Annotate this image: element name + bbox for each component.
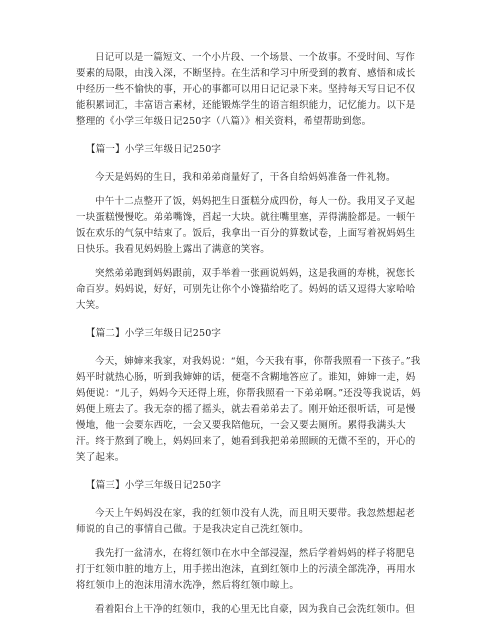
section-heading: 【篇一】小学三年级日记250字 <box>86 144 222 155</box>
top-margin <box>76 0 424 50</box>
section-paragraph: 突然弟弟跑到妈妈跟前，双手举着一张画说妈妈，这是我画的寿桃，祝您长命百岁。妈妈说，好好，可别先让你个小馋猫给吃了。妈妈的话又逗得大家哈哈大笑。 <box>76 268 416 311</box>
section-paragraph: 我先打一盆清水，在将红领巾在水中全部浸湿，然后学着妈妈的样子将肥皂打于红领巾脏的地方上，用手搓出泡沫，直到红领巾上的污渍全部洗净，再用水将红领巾上的泡沫用清水洗净，然后将红领巾晾上。 <box>76 548 416 591</box>
section-heading: 【篇三】小学三年级日记250字 <box>86 480 222 491</box>
intro-paragraph: 日记可以是一篇短文、一个小片段、一个场景、一个故事。不受时间、写作要素的局限，由浅入深，不断坚持。在生活和学习中所受到的教育、感悟和成长中经历一些不愉快的事，开心的事都可以用日记记录下来。坚持每天写日记不仅能积累词汇，丰富语言素材，还能锻炼学生的语言组织能力，记忆能力。以下是整理的《小学三年级日记250字（八篇）》相关资料，希望帮助到您。 <box>76 52 416 127</box>
section-1 <box>76 142 424 314</box>
section-paragraph: 看着阳台上干净的红领巾，我的心里无比自豪，因为我自己会洗红领巾。但 <box>95 604 416 615</box>
article-body <box>76 0 424 626</box>
section-paragraph: 今天上午妈妈没在家，我的红领巾没有人洗，而且明天要带。我忽然想起老师说的自己的事情自己做。于是我决定自己洗红领巾。 <box>76 508 416 535</box>
section-2 <box>76 326 424 466</box>
section-paragraph: 今天，婶婶来我家，对我妈说：“姐，今天我有事，你帮我照看一下孩子。”我妈平时就热心肠，听到我婶婶的话，便毫不含糊地答应了。谁知，婶婶一走，妈妈便说：“儿子，妈妈今天还得上班，你帮我照看一下弟弟啊。”还没等我说话，妈妈便上班去了。我无奈的摇了摇头，就去看弟弟去了。刚开始还很听话，可是慢慢地，他一会要东西吃，一会又要我陪他玩，一会又要去厕所。累得我满头大汗。终于熬到了晚上，妈妈回来了，她看到我把弟弟照顾的无微不至的，开心的笑了起来。 <box>76 356 421 463</box>
section-heading: 【篇二】小学三年级日记250字 <box>86 328 222 339</box>
section-paragraph: 中午十二点整开了饭，妈妈把生日蛋糕分成四份，每人一份。我用叉子叉起一块蛋糕慢慢吃。弟弟嘴馋，舀起一大块。就往嘴里塞，弄得满脸都是。一顿午饭在欢乐的气氛中结束了。饭后，我拿出一百分的算数试卷，上面写着祝妈妈生日快乐。我看见妈妈脸上露出了满意的笑容。 <box>76 196 416 255</box>
section-3 <box>76 478 424 618</box>
section-paragraph: 今天是妈妈的生日，我和弟弟商量好了，干各自给妈妈准备一件礼物。 <box>95 172 396 183</box>
